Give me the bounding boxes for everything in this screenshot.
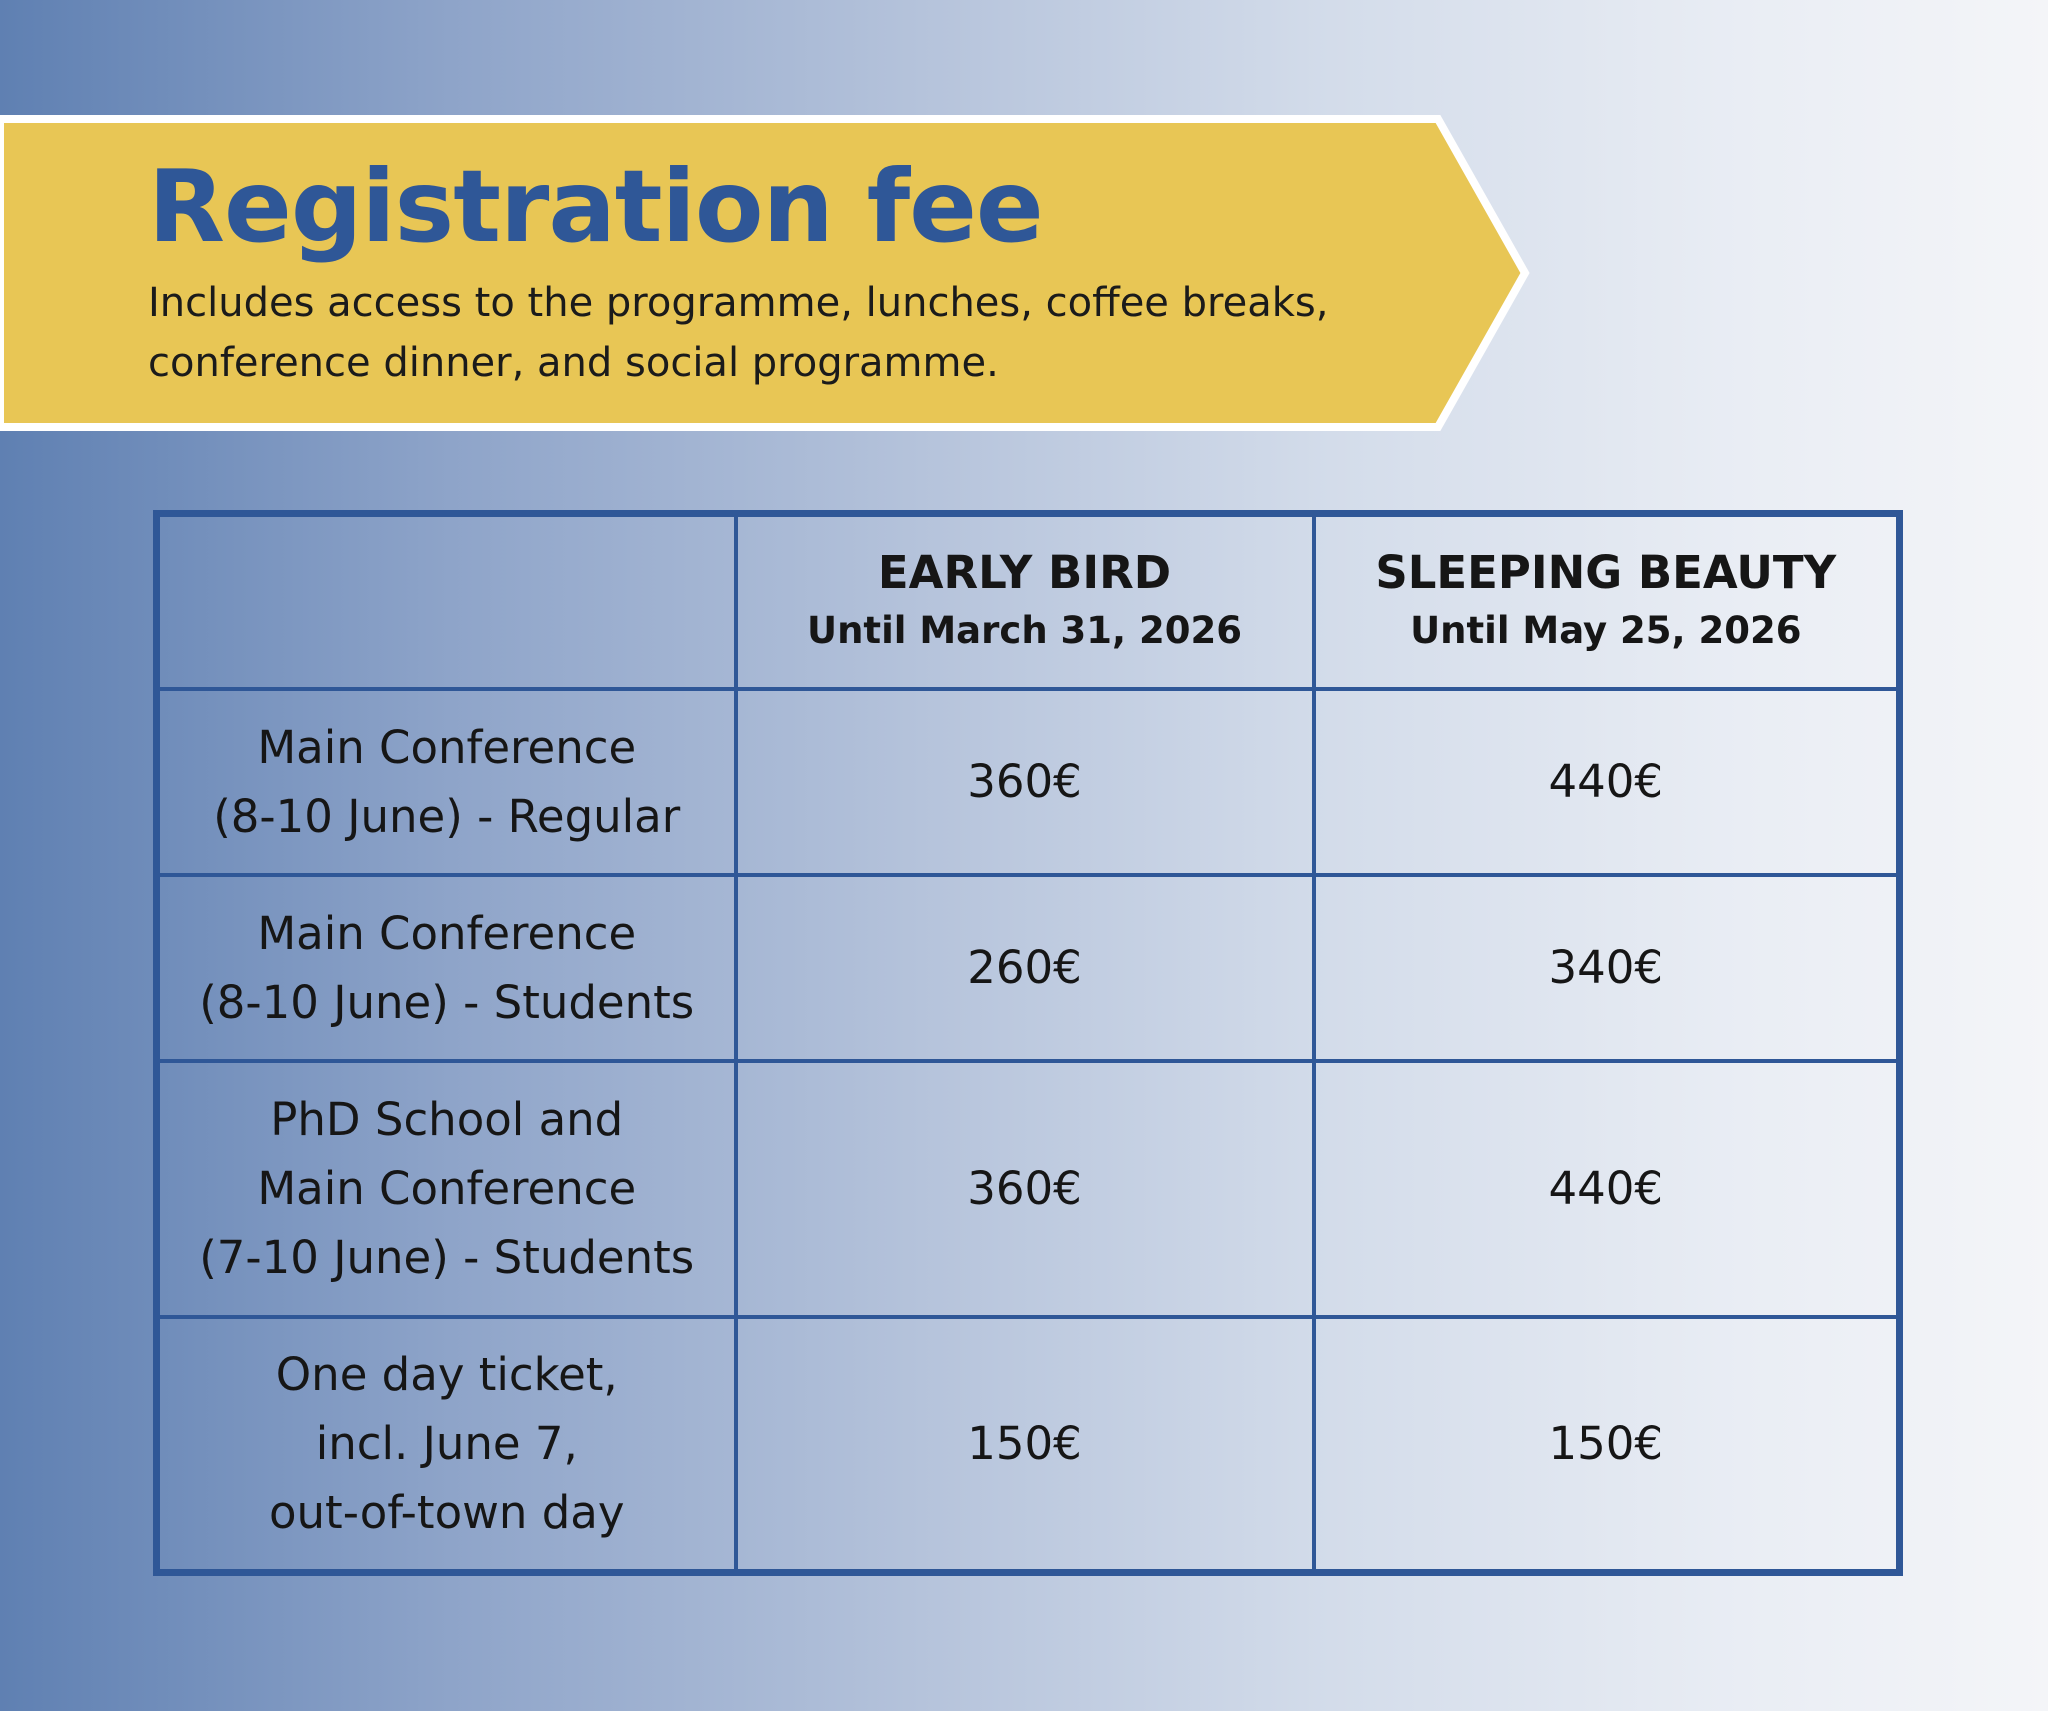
price-sleeping-beauty: 340€ xyxy=(1314,875,1900,1061)
header-sleeping-beauty xyxy=(1314,514,1900,689)
price-early-bird: 360€ xyxy=(736,689,1314,875)
row-label-line: Main Conference xyxy=(257,906,637,960)
banner-subtitle xyxy=(148,273,1448,393)
row-label xyxy=(157,875,736,1061)
row-label xyxy=(157,689,736,875)
table-row xyxy=(157,1317,1900,1573)
row-label-line: (7-10 June) - Students xyxy=(199,1231,695,1284)
row-label xyxy=(157,1317,736,1573)
table-row xyxy=(157,689,1900,875)
header-name: SLEEPING BEAUTY xyxy=(1375,545,1837,599)
row-label xyxy=(157,1061,736,1317)
banner-subtitle-line: conference dinner, and social programme. xyxy=(148,340,999,386)
price-early-bird: 360€ xyxy=(736,1061,1314,1317)
price-sleeping-beauty: 440€ xyxy=(1314,1061,1900,1317)
header-early-bird xyxy=(736,514,1314,689)
row-label-line: Main Conference xyxy=(257,1162,637,1215)
row-label-line: out-of-town day xyxy=(269,1486,625,1540)
row-label-line: (8-10 June) - Students xyxy=(199,975,695,1029)
price-early-bird: 260€ xyxy=(736,875,1314,1061)
table-row xyxy=(157,1061,1900,1317)
price-sleeping-beauty: 150€ xyxy=(1314,1317,1900,1573)
header-name: EARLY BIRD xyxy=(877,545,1172,599)
row-label-line: PhD School and xyxy=(270,1093,624,1146)
price-sleeping-beauty: 440€ xyxy=(1314,689,1900,875)
row-label-line: incl. June 7, xyxy=(315,1417,578,1471)
header-cell-empty xyxy=(157,514,736,689)
page-title: Registration fee xyxy=(148,148,1043,265)
banner-subtitle-line: Includes access to the programme, lunches, coffee breaks, xyxy=(148,280,1329,326)
row-label-line: One day ticket, xyxy=(275,1348,618,1402)
registration-banner xyxy=(0,115,1535,431)
table-row xyxy=(157,875,1900,1061)
row-label-line: (8-10 June) - Regular xyxy=(213,789,681,843)
table-header-row xyxy=(157,514,1900,689)
header-deadline: Until May 25, 2026 xyxy=(1410,608,1802,652)
header-deadline: Until March 31, 2026 xyxy=(807,608,1242,652)
price-early-bird: 150€ xyxy=(736,1317,1314,1573)
fee-table xyxy=(153,510,1903,1576)
row-label-line: Main Conference xyxy=(257,720,637,774)
